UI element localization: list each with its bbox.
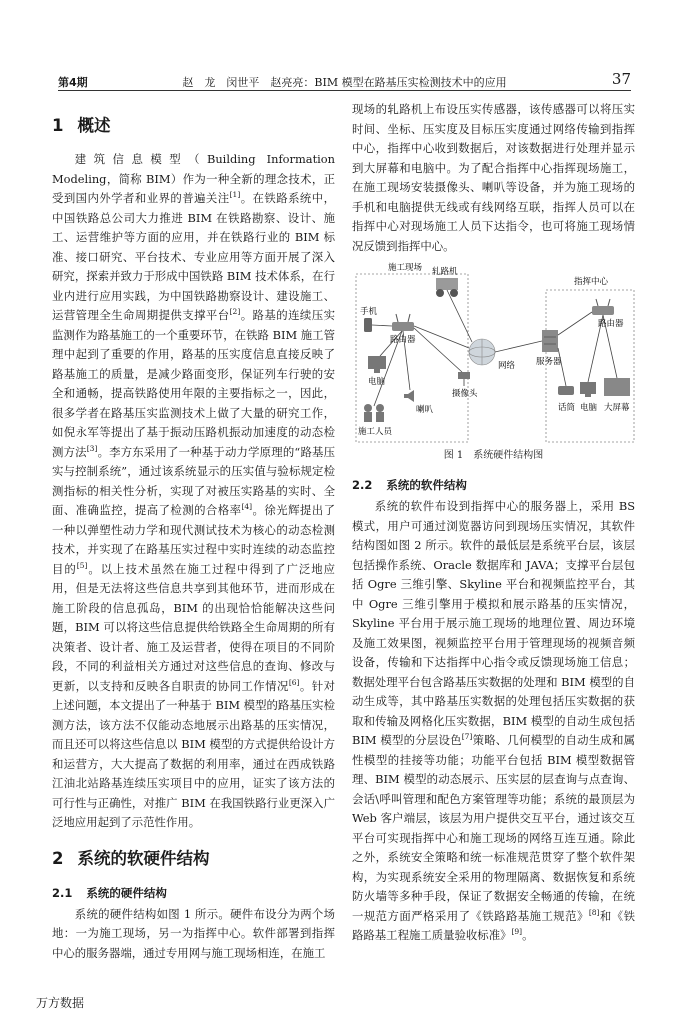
computer-left-icon [368, 356, 386, 373]
section-1-heading: 1 概述 [52, 116, 111, 135]
right-column [352, 100, 635, 946]
label-speaker: 喇叭 [416, 405, 434, 415]
label-telephone: 话筒 [558, 403, 576, 413]
section-2-1-paragraph: 系统的硬件结构如图 1 所示。硬件布设分为两个场地：一为施工现场，另一为指挥中心。软件部署到指挥中心的服务器端，通过专用网与施工现场相连，在施工 [52, 906, 335, 960]
roller-icon [436, 278, 458, 297]
computer-right-icon [580, 382, 596, 397]
running-title: 赵 龙 闵世平 赵亮亮：BIM 模型在路基压实检测技术中的应用 [182, 76, 507, 89]
label-computer-left: 电脑 [368, 377, 386, 387]
speaker-icon [404, 390, 414, 402]
label-server: 服务器 [536, 357, 562, 367]
big-screen-icon [604, 378, 630, 396]
hardware-diagram-svg [352, 260, 635, 445]
label-router-right: 路由器 [598, 319, 624, 329]
section-1-paragraph: 建筑信息模型（Building Information Modeling，简称 BIM）作为一种全新的理念技术，正受到国内外学者和业界的普遍关注[1]。在铁路系统中，中国铁路总公司大力推进 BIM 在铁路勘察、设计、施工、运营维护等方面的应用，并在铁路行业的 BIM 标准、接口研究、平台技术、专业应用等方面开展了深入研究，探索并致力于形成中国铁路 BIM 技术体系，在行业内进行应用实践，为中国铁路勘察设计、建设施工、运营管理全生命周期提供支撑平台[2]。路基的连续压实监测作为路基施工的一个重要环节，在铁路 BIM 施工管理中起到了重要的作用，路基的压实度信息直接反映了路基施工的质量，是减少路面变形，保证列车行驶的安全和通畅，提高铁路使用年限的主要指标之一，因此，很多学者在路基压实监测技术上做了大量的研究工作，如倪永军等提出了基于振动压路机振动加速度的动态检测方法[3]。李方东采用了一种基于动力学原理的“路基压实与控制系统”，通过该系统显示的压实值与验标规定检测指标的相关性分析，实现了对被压实路基的实时、全面、准确监控，提高了检测的合格率[4]。徐光辉提出了一种以弹塑性动力学和现代测试技术为核心的动态检测技术，并实现了在路基压实过程中实时连续的动态监控目的[5]。以上技术虽然在施工过程中得到了广泛地应用，但是无法将这些信息共享到其他环节，进而形成在施工阶段的信息孤岛，BIM 的出现恰恰能解决这些问题，BIM 可以将这些信息提供给铁路全生命周期的所有决策者、设计者、施工及运营者，使得在项目的不同阶段，不同的利益相关方通过对这些信息的查询、修改与更新，以支持和反映各自职责的协同工作情况[6]。针对上述问题，本文提出了一种基于 BIM 模型的路基压实检测方法，该方法不仅能动态地展示出路基的压实情况，而且还可以将这些信息以 BIM 模型的方式提供给设计方和运营方，大大提高了数据的利用率，通过在西成铁路江油北站路基连续压实项目中的应用，证实了该方法的可行性与正确性，对推广 BIM 在我国铁路行业更深入广泛地应用起到了示范性作用。 [52, 152, 335, 829]
section-2-2-heading: 2.2 系统的软件结构 [352, 478, 467, 492]
label-phone: 手机 [360, 307, 378, 317]
router-left-icon [392, 314, 414, 331]
issue-number: 第4期 [58, 76, 88, 89]
label-computer-right: 电脑 [580, 403, 598, 413]
label-network: 网络 [498, 361, 516, 371]
telephone-icon [558, 386, 574, 395]
network-cloud-icon [469, 339, 495, 365]
workers-icon [364, 404, 384, 422]
label-roller: 轧路机 [432, 267, 458, 277]
footer-watermark: 万方数据 [36, 996, 85, 1010]
phone-icon [364, 318, 372, 332]
section-2-1-heading: 2.1 系统的硬件结构 [52, 885, 167, 900]
section-2-1-paragraph-continued: 现场的轧路机上布设压实传感器，该传感器可以将压实时间、坐标、压实度及目标压实度通过网络传输到指挥中心，指挥中心收到数据后，对该数据进行处理并显示到大屏幕和电脑中。为了配合指挥中心指挥现场施工，在施工现场安装摄像头、喇叭等设备，并为施工现场的手机和电脑提供无线或有线网络互联，指挥人员可以在指挥中心对现场施工人员下达指令，也可将施工现场情况反馈到指挥中心。 [352, 102, 635, 253]
page-number: 37 [611, 70, 631, 88]
section-2-2-paragraph: 系统的软件布设到指挥中心的服务器上，采用 BS 模式，用户可通过浏览器访问到现场压实情况，其软件结构图如图 2 所示。软件的最低层是系统平台层，该层包括操作系统、Oracle 数据库和 JAVA；支撑平台层包括 Ogre 三维引擎、Skyline 平台和视频监控平台，其中 Ogre 三维引擎用于模拟和展示路基的压实情况，Skyline 平台用于展示施工现场的地理位置、周边环境及施工效果图，视频监控平台用于管理现场的视频音频设备，传输和下达指挥中心指令或反馈现场施工信息；数据处理平台包含路基压实数据的处理和 BIM 模型的自动生成等，其中路基压实数据的处理包括压实数据的获取和传输及网格化压实数据，BIM 模型的自动生成包括 BIM 模型的分层设色[7]策略、几何模型的自动生成和属性模型的挂接等功能；功能平台包括 BIM 模型数据管理、BIM 模型的动态展示、压实层的层查询与点查询、会话\呼叫管理和配色方案管理等功能；系统的最顶层为 Web 客户端层，该层为用户提供交互平台，通过该交互平台可实现指挥中心和施工现场的网络互连互通。除此之外，系统安全策略和统一标准规范贯穿了整个软件架构，为实现系统安全采用的物理隔离、数据恢复和系统防火墙等多种手段，保证了数据安全畅通的传输，在统一规范方面严格采用了《铁路路基施工规范》[8]和《铁路路基工程施工质量验收标准》[9]。 [352, 499, 635, 942]
left-column [52, 100, 335, 963]
label-site: 施工现场 [388, 263, 423, 273]
router-right-icon [592, 299, 614, 315]
label-router-left: 路由器 [390, 335, 416, 345]
figure-1-hardware-diagram [352, 260, 635, 445]
label-workers: 施工人员 [358, 427, 393, 437]
figure-1-caption: 图 1 系统硬件结构图 [443, 450, 544, 461]
running-header [58, 70, 631, 91]
server-icon [542, 330, 558, 352]
label-camera: 摄像头 [452, 389, 478, 399]
label-big-screen: 大屏幕 [604, 403, 630, 413]
label-command: 指挥中心 [574, 277, 609, 287]
section-2-heading: 2 系统的软硬件结构 [52, 848, 210, 868]
